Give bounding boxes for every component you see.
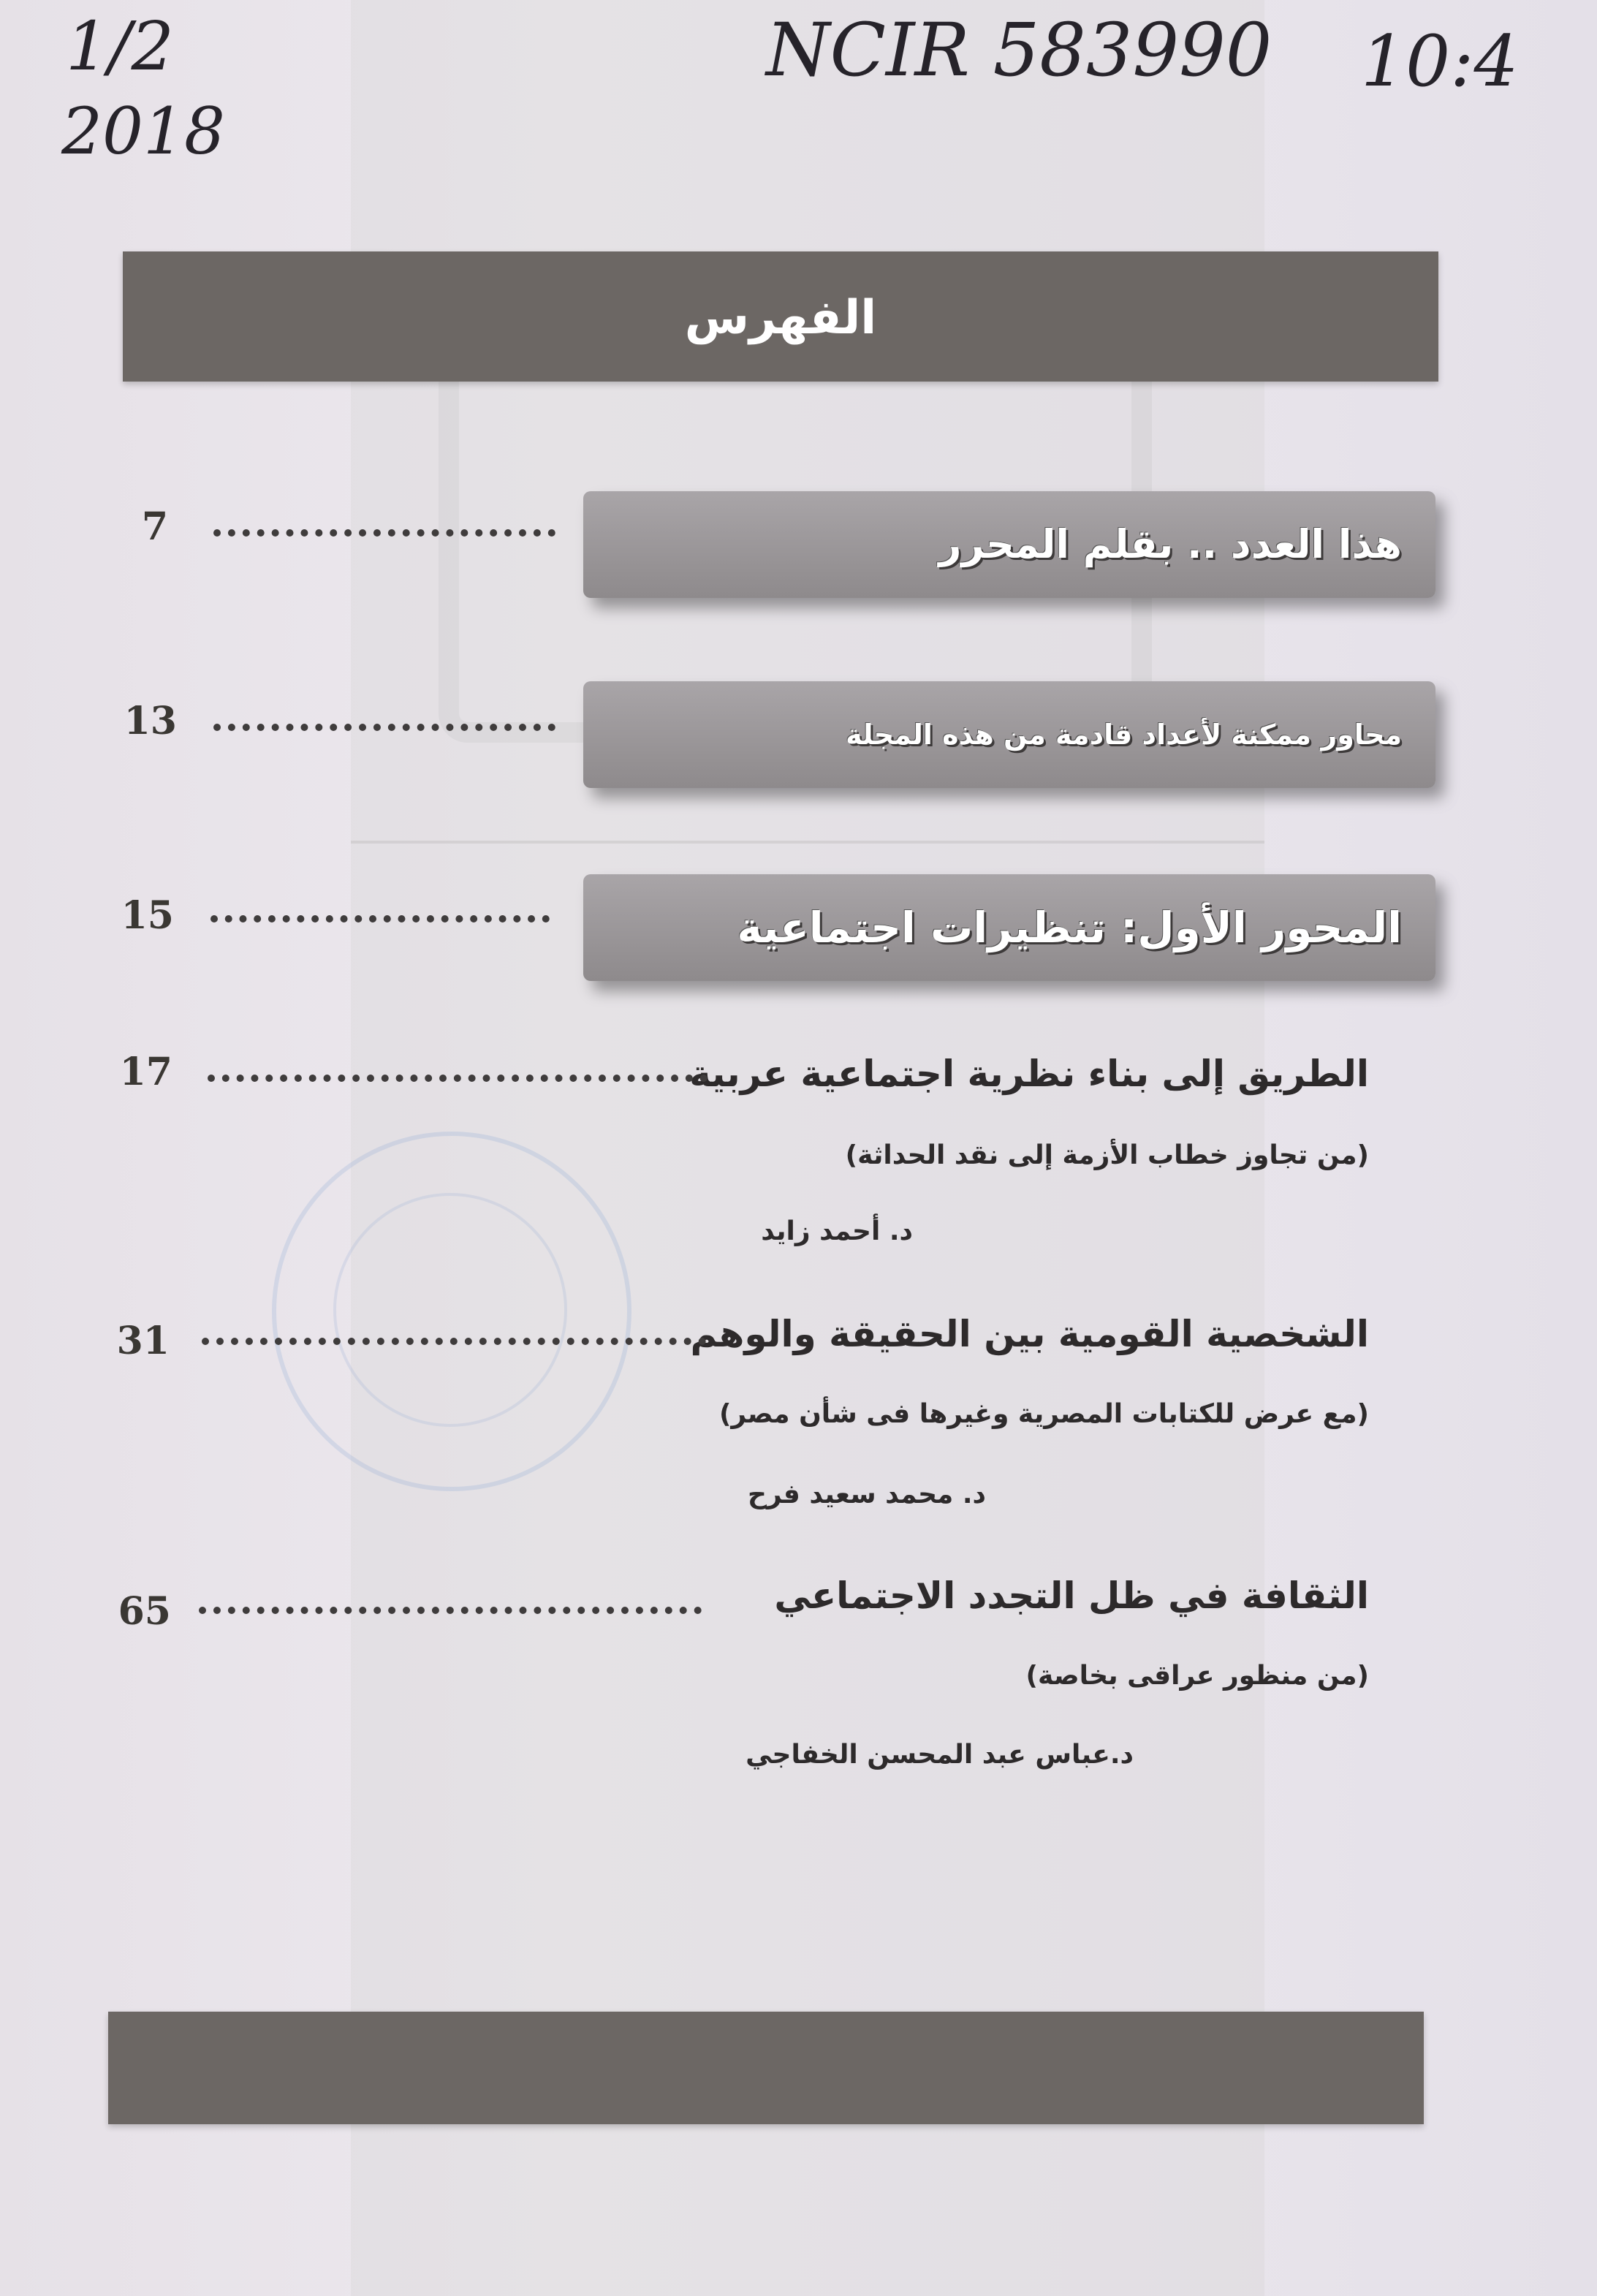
page-number: 7	[141, 504, 168, 549]
handwritten-note-issue: 10:4	[1361, 20, 1519, 102]
section-box-future-themes[interactable]	[583, 681, 1435, 788]
leader-dots	[202, 1338, 706, 1345]
article-author: د.عباس عبد المحسن الخفاجي	[746, 1740, 1134, 1770]
page-number: 17	[119, 1050, 172, 1094]
section-label: المحور الأول: تنظيرات اجتماعية	[737, 903, 1402, 952]
library-stamp-inner-ring	[333, 1193, 567, 1427]
article-title[interactable]: الطريق إلى بناء نظرية اجتماعية عربية	[689, 1053, 1369, 1095]
footer-bar	[108, 2012, 1424, 2124]
article-author: د. أحمد زايد	[761, 1216, 913, 1246]
article-subtitle: (مع عرض للكتابات المصرية وغيرها فى شأن مصر)	[718, 1399, 1369, 1429]
article-subtitle: (من منظور عراقى بخاصة)	[1025, 1661, 1369, 1691]
section-box-axis-one[interactable]	[583, 874, 1435, 981]
leader-dots	[199, 1607, 702, 1614]
page-number: 31	[116, 1319, 170, 1363]
page-number: 15	[121, 893, 174, 938]
leader-dots	[210, 915, 550, 922]
article-title[interactable]: الشخصية القومية بين الحقيقة والوهم	[690, 1313, 1369, 1355]
handwritten-note-year: 2018	[61, 94, 225, 169]
header-bar	[123, 251, 1438, 382]
page-number: 13	[124, 699, 177, 743]
leader-dots	[213, 529, 555, 537]
article-author: د. محمد سعيد فرح	[747, 1479, 986, 1509]
bleed-through-rule	[351, 841, 1264, 844]
leader-dots	[208, 1075, 708, 1082]
leader-dots	[213, 724, 555, 731]
article-title[interactable]: الثقافة في ظل التجدد الاجتماعي	[774, 1575, 1369, 1617]
handwritten-note-volume: 1/2	[66, 7, 175, 86]
article-subtitle: (من تجاوز خطاب الأزمة إلى نقد الحداثة)	[845, 1140, 1369, 1170]
section-label: محاور ممكنة لأعداد قادمة من هذه المجلة	[846, 719, 1402, 751]
page-title: الفهرس	[684, 291, 877, 345]
page-number: 65	[118, 1589, 171, 1634]
section-label: هذا العدد .. بقلم المحرر	[938, 521, 1402, 567]
section-box-editorial[interactable]	[583, 491, 1435, 598]
library-stamp	[272, 1132, 631, 1491]
handwritten-accession-number: NCIR 583990	[766, 7, 1272, 93]
